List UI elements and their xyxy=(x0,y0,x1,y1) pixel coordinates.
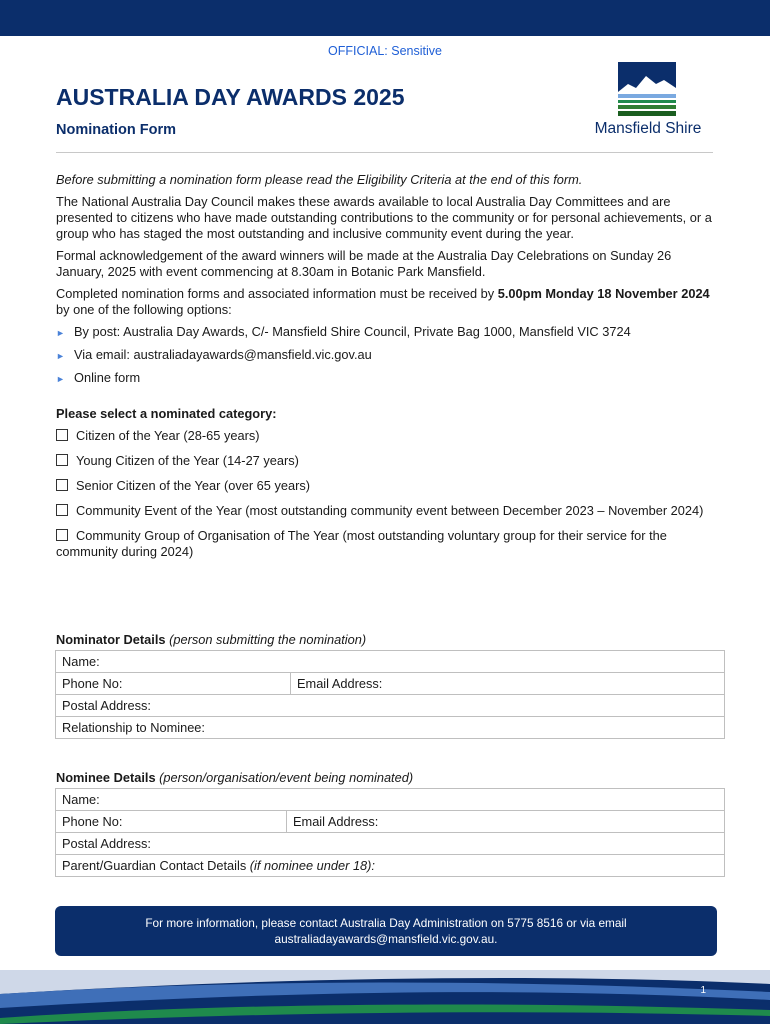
guardian-note: (if nominee under 18): xyxy=(249,858,375,873)
nominator-heading-bold: Nominator Details xyxy=(56,632,166,647)
page-title: AUSTRALIA DAY AWARDS 2025 xyxy=(56,84,405,110)
guardian-label: Parent/Guardian Contact Details xyxy=(62,858,250,873)
nominee-name-field[interactable]: Name: xyxy=(56,789,725,811)
checkbox[interactable] xyxy=(56,429,68,441)
category-label: Community Event of the Year (most outstanding community event between December 2023 – November 2024) xyxy=(76,503,704,518)
mountain-logo-icon xyxy=(618,62,676,116)
table-row xyxy=(56,811,725,833)
intro-paragraph-3 xyxy=(56,286,716,318)
nominee-email-field[interactable]: Email Address: xyxy=(287,811,725,833)
submission-options-list xyxy=(56,324,716,386)
contact-info-box xyxy=(55,906,717,956)
nominee-address-field[interactable]: Postal Address: xyxy=(56,833,725,855)
category-label: Young Citizen of the Year (14-27 years) xyxy=(76,453,299,468)
contact-email-link[interactable]: australiadayawards@mansfield.vic.gov.au. xyxy=(274,932,498,946)
category-option xyxy=(56,478,716,494)
deadline-text-end: by one of the following options: xyxy=(56,302,232,317)
bottom-wave-decoration xyxy=(0,970,770,1024)
deadline-text-start: Completed nomination forms and associated information must be received by xyxy=(56,286,498,301)
bullet-triangle-icon: ► xyxy=(56,328,65,338)
category-label: Citizen of the Year (28-65 years) xyxy=(76,428,260,443)
mansfield-shire-logo xyxy=(578,62,718,142)
table-row xyxy=(56,673,725,695)
nominator-table xyxy=(55,650,725,739)
table-row xyxy=(56,855,725,877)
list-item xyxy=(56,370,716,386)
category-heading: Please select a nominated category: xyxy=(56,406,277,421)
nominee-table xyxy=(55,788,725,877)
eligibility-note: Before submitting a nomination form please read the Eligibility Criteria at the end of this form. xyxy=(56,172,583,187)
category-option xyxy=(56,453,716,469)
checkbox[interactable] xyxy=(56,529,68,541)
intro-paragraph-2: Formal acknowledgement of the award winners will be made at the Australia Day Celebrations on Sunday 26 January, 2025 with event commencing at 8.30am in Botanic Park Mansfield. xyxy=(56,248,672,279)
header-divider xyxy=(56,152,713,153)
table-row xyxy=(56,651,725,673)
table-row xyxy=(56,833,725,855)
bullet-triangle-icon: ► xyxy=(56,374,65,384)
nominator-heading-note: (person submitting the nomination) xyxy=(169,632,367,647)
category-label: Community Group of Organisation of The Year (most outstanding voluntary group for their service for the community during 2024) xyxy=(56,528,667,559)
nominator-relationship-field[interactable]: Relationship to Nominee: xyxy=(56,717,725,739)
category-option xyxy=(56,528,716,560)
option-email-link[interactable]: Via email: australiadayawards@mansfield.vic.gov.au xyxy=(74,347,372,362)
category-label: Senior Citizen of the Year (over 65 years) xyxy=(76,478,311,493)
nominee-guardian-field[interactable] xyxy=(56,855,725,877)
nominator-phone-field[interactable]: Phone No: xyxy=(56,673,291,695)
classification-label: OFFICIAL: Sensitive xyxy=(328,44,442,58)
list-item xyxy=(56,347,716,363)
nominee-heading xyxy=(56,770,413,785)
checkbox[interactable] xyxy=(56,504,68,516)
category-option xyxy=(56,428,716,444)
deadline-date: 5.00pm Monday 18 November 2024 xyxy=(497,286,710,301)
intro-section xyxy=(56,172,716,569)
intro-paragraph-1: The National Australia Day Council makes these awards available to local Australia Day Committees and are presented to citizens who have made outstanding contributions to the community or for personal achievements, or a group who has staged the most outstanding and inclusive community event during the year. xyxy=(56,194,712,241)
list-item xyxy=(56,324,716,340)
option-post: By post: Australia Day Awards, C/- Mansfield Shire Council, Private Bag 1000, Mansfield VIC 3724 xyxy=(74,324,631,339)
nominator-address-field[interactable]: Postal Address: xyxy=(56,695,725,717)
nominator-email-field[interactable]: Email Address: xyxy=(291,673,725,695)
table-row xyxy=(56,789,725,811)
bullet-triangle-icon: ► xyxy=(56,351,65,361)
logo-text: Mansfield Shire xyxy=(594,120,702,137)
nominee-heading-bold: Nominee Details xyxy=(56,770,156,785)
option-online-form-link[interactable]: Online form xyxy=(74,370,141,385)
checkbox[interactable] xyxy=(56,454,68,466)
nominator-heading xyxy=(56,632,366,647)
category-option xyxy=(56,503,716,519)
table-row xyxy=(56,717,725,739)
checkbox[interactable] xyxy=(56,479,68,491)
page-subtitle: Nomination Form xyxy=(56,122,177,138)
nominee-heading-note: (person/organisation/event being nominated) xyxy=(159,770,414,785)
contact-info-line-1: For more information, please contact Australia Day Administration on 5775 8516 or via email xyxy=(145,916,627,930)
nominee-phone-field[interactable]: Phone No: xyxy=(56,811,287,833)
nominator-name-field[interactable]: Name: xyxy=(56,651,725,673)
page-number: 1 xyxy=(700,985,706,996)
top-banner xyxy=(0,0,770,36)
table-row xyxy=(56,695,725,717)
